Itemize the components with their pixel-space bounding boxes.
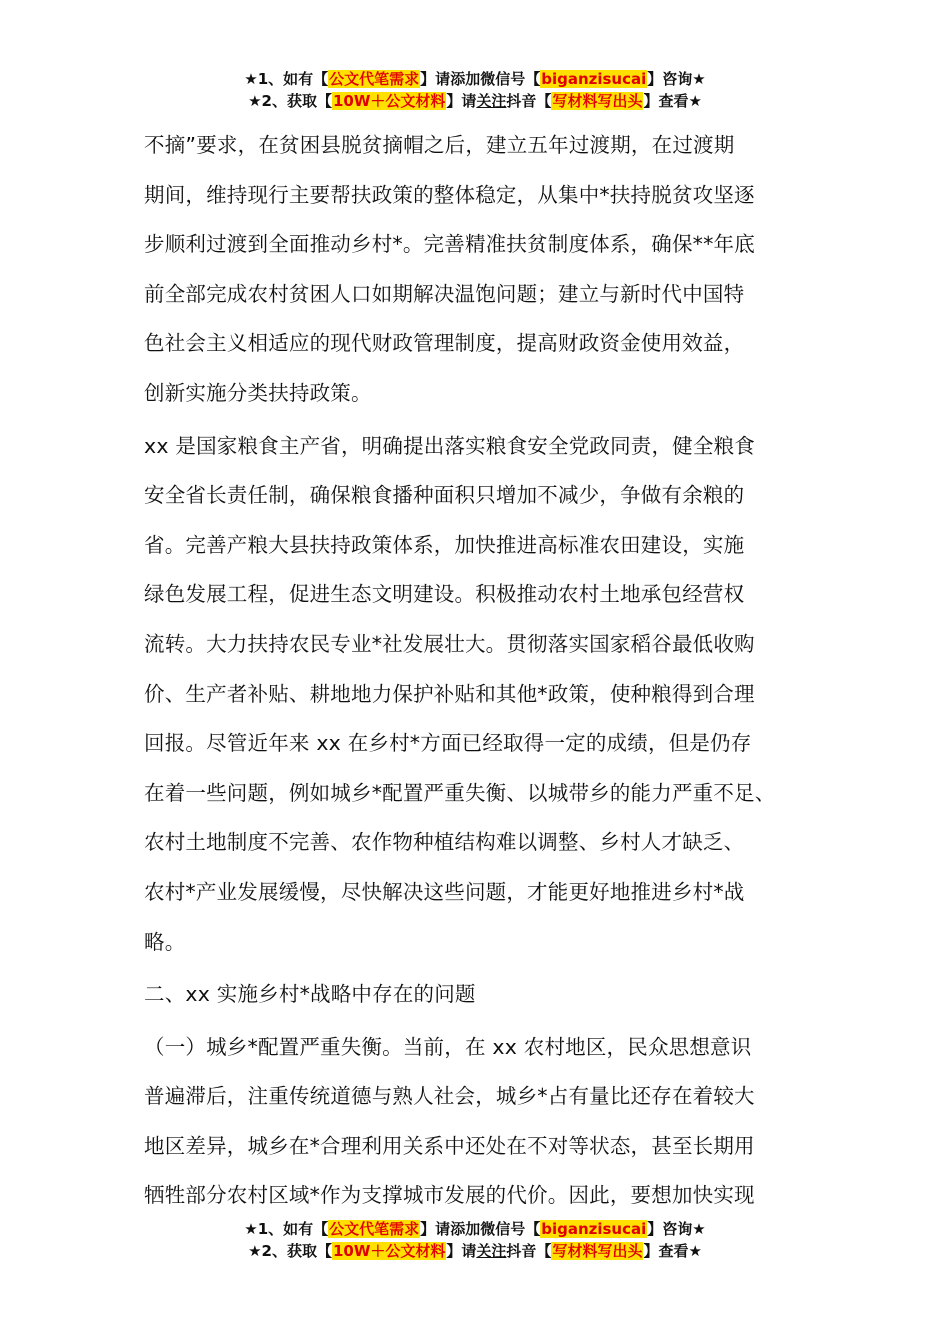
banner-line-2 (0, 1240, 950, 1262)
banner-text: 关注 (476, 1242, 507, 1260)
paragraph-1 (144, 121, 824, 419)
banner-highlight: 公文代笔需求 (329, 70, 420, 88)
text-line: 地区差异，城乡在*合理利用关系中还处在不对等状态，甚至长期用 (144, 1133, 755, 1158)
text-line: 牺牲部分农村区域*作为支撑城市发展的代价。因此，要想加快实现 (144, 1183, 755, 1208)
paragraph-3 (144, 1023, 824, 1221)
banner-text: 】咨询★ (647, 1220, 706, 1238)
text-line: 前全部完成农村贫困人口如期解决温饱问题；建立与新时代中国特 (144, 281, 745, 306)
banner-wechat-id: biganzisucai (541, 1220, 647, 1238)
banner-text: 】请 (420, 70, 451, 88)
text-line: 二、xx 实施乡村*战略中存在的问题 (144, 982, 476, 1007)
text-line: 农村土地制度不完善、农作物种植结构难以调整、乡村人才缺乏、 (144, 830, 745, 855)
text-line: 回报。尽管近年来 xx 在乡村*方面已经取得一定的成绩，但是仍存 (144, 731, 752, 756)
banner-highlight: 10W＋公文材料 (332, 92, 446, 110)
text-line: 色社会主义相适应的现代财政管理制度，提高财政资金使用效益， (144, 331, 745, 356)
text-line: 创新实施分类扶持政策。 (144, 380, 372, 405)
banner-text: 】请 (420, 1220, 451, 1238)
document-body (144, 121, 824, 1221)
text-line: 不摘”要求，在贫困县脱贫摘帽之后，建立五年过渡期，在过渡期 (144, 133, 735, 157)
text-line: 期间，维持现行主要帮扶政策的整体稳定，从集中*扶持脱贫攻坚逐 (144, 182, 755, 207)
banner-highlight: 写材料写出头 (552, 92, 643, 110)
banner-highlight: 写材料写出头 (552, 1242, 643, 1260)
banner-line-2 (0, 90, 950, 112)
banner-highlight: 10W＋公文材料 (332, 1242, 446, 1260)
banner-text: 添加 (450, 70, 481, 88)
banner-text: ★1、如有【 (244, 70, 329, 88)
section-heading (144, 970, 824, 1020)
text-line: 流转。大力扶持农民专业*社发展壮大。贯彻落实国家稻谷最低收购 (144, 631, 755, 656)
banner-text: 微信号【 (480, 70, 541, 88)
banner-line-1 (0, 1218, 950, 1240)
banner-wechat-id: biganzisucai (541, 70, 647, 88)
text-line: 价、生产者补贴、耕地地力保护补贴和其他*政策，使种粮得到合理 (144, 681, 755, 706)
text-line: xx 是国家粮食主产省，明确提出落实粮食安全党政同责，健全粮食 (144, 433, 755, 458)
banner-highlight: 公文代笔需求 (329, 1220, 420, 1238)
text-line: 农村*产业发展缓慢，尽快解决这些问题，才能更好地推进乡村*战 (144, 879, 745, 904)
paragraph-2 (144, 422, 824, 968)
banner-text: 关注 (476, 92, 507, 110)
banner-text: ★2、获取【 (248, 92, 332, 110)
banner-text: ★2、获取【 (248, 1242, 332, 1260)
text-line: 步顺利过渡到全面推动乡村*。完善精准扶贫制度体系，确保**年底 (144, 232, 755, 257)
text-line: 普遍滞后，注重传统道德与熟人社会，城乡*占有量比还存在着较大 (144, 1084, 755, 1109)
banner-text: 抖音【 (506, 92, 552, 110)
text-line: 在着一些问题，例如城乡*配置严重失衡、以城带乡的能力严重不足、 (144, 780, 776, 805)
text-line: （一）城乡*配置严重失衡。当前，在 xx 农村地区，民众思想意识 (144, 1034, 752, 1059)
banner-text: 】查看★ (643, 1242, 702, 1260)
header-banner (0, 68, 950, 112)
text-line: 略。 (144, 929, 186, 954)
text-line: 省。完善产粮大县扶持政策体系，加快推进高标准农田建设，实施 (144, 532, 745, 557)
banner-text: ★1、如有【 (244, 1220, 329, 1238)
footer-banner (0, 1218, 950, 1262)
banner-text: 】咨询★ (647, 70, 706, 88)
text-line: 绿色发展工程，促进生态文明建设。积极推动农村土地承包经营权 (144, 582, 745, 607)
banner-text: 】查看★ (643, 92, 702, 110)
banner-text: 抖音【 (506, 1242, 552, 1260)
banner-text: 添加 (450, 1220, 481, 1238)
banner-text: 】请 (446, 1242, 477, 1260)
banner-text: 微信号【 (480, 1220, 541, 1238)
text-line: 安全省长责任制，确保粮食播种面积只增加不减少，争做有余粮的 (144, 483, 745, 508)
banner-line-1 (0, 68, 950, 90)
banner-text: 】请 (446, 92, 477, 110)
